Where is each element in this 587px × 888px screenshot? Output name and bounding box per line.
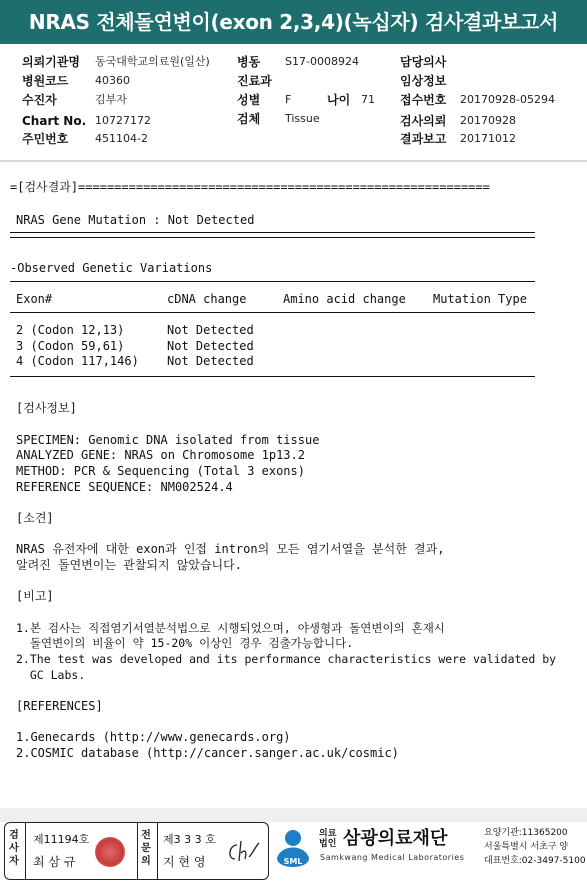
section-divider (0, 160, 587, 162)
contact-line: 서울특별시 서초구 양 (484, 842, 568, 852)
field-value: 71 (361, 93, 375, 106)
field-label: 접수번호 (400, 93, 447, 107)
double-rule (10, 232, 535, 238)
header-middle (237, 54, 397, 150)
finding-heading: [소견] (16, 511, 54, 525)
approver-label: 전문의 (141, 830, 151, 867)
lab-contact (484, 826, 586, 868)
cdna-cell: Not Detected (167, 354, 254, 368)
examiner-label: 검사자 (9, 830, 19, 867)
header-left (22, 54, 222, 150)
info-line: METHOD: PCR & Sequencing (Total 3 exons) (16, 464, 305, 478)
divider (157, 823, 158, 879)
field-value: 451104-2 (95, 132, 148, 145)
remark-line: 돌연변이의 비율이 약 15-20% 이상인 경우 검출가능합니다. (16, 636, 354, 650)
exon-cell: 3 (Codon 59,61) (16, 339, 125, 353)
field-label: 임상정보 (400, 74, 447, 88)
field-label: 결과보고 (400, 132, 447, 146)
approver-license: 제3 3 3 호 (163, 833, 216, 846)
field-label: 검체 (237, 112, 261, 126)
finding-line: NRAS 유전자에 대한 exon과 인접 intron의 모든 염기서열을 분석한 결과, (16, 542, 445, 556)
field-label: 나이 (327, 93, 351, 107)
info-line: SPECIMEN: Genomic DNA isolated from tissue (16, 433, 320, 447)
logo-text: SML (283, 857, 303, 866)
remark-line: GC Labs. (16, 668, 86, 682)
result-line: NRAS Gene Mutation : Not Detected (16, 213, 255, 227)
result-heading: =[검사결과]========================================================= (10, 180, 490, 194)
field-label: 수진자 (22, 93, 57, 107)
column-header: Amino acid change (283, 292, 406, 306)
field-label: 병원코드 (22, 74, 69, 88)
lab-logo-icon (271, 824, 315, 876)
field-label: 병동 (237, 55, 261, 69)
header-right (400, 54, 580, 150)
field-value: Tissue (285, 112, 320, 125)
field-label: 담당의사 (400, 55, 447, 69)
field-label: Chart No. (22, 114, 87, 128)
exon-cell: 2 (Codon 12,13) (16, 323, 125, 337)
field-label: 의뢰기관명 (22, 55, 80, 69)
exon-cell: 4 (Codon 117,146) (16, 354, 139, 368)
column-header: cDNA change (167, 292, 247, 306)
field-value: 20170928 (460, 114, 516, 127)
divider (25, 823, 26, 879)
observed-heading: -Observed Genetic Variations (10, 261, 213, 275)
remark-line: 1.본 검사는 직접염기서열분석법으로 시행되었으며, 야생형과 돌연변이의 혼재시 (16, 621, 445, 635)
signature-icon (223, 837, 263, 867)
examiner-seal-icon (95, 837, 125, 867)
cdna-cell: Not Detected (167, 339, 254, 353)
lab-name: 삼광의료재단 (343, 828, 448, 849)
reference-line: 2.COSMIC database (http://cancer.sanger.ac.uk/cosmic) (16, 746, 399, 760)
field-value: 김부자 (95, 93, 127, 106)
references-heading: [REFERENCES] (16, 699, 103, 713)
column-header: Mutation Type (433, 292, 527, 306)
field-value: 동국대학교의료원(일산) (95, 55, 210, 68)
field-value: F (285, 93, 292, 106)
contact-line: 대표번호:02-3497-5100 (484, 856, 586, 866)
field-value: S17-0008924 (285, 55, 359, 68)
table-rule (10, 281, 535, 282)
table-rule (10, 376, 535, 377)
remark-line: 2.The test was developed and its performance characteristics were validated by (16, 652, 557, 666)
examiner-license: 제11194호 (33, 833, 90, 846)
field-value: 20170928-05294 (460, 93, 555, 106)
examiner-name: 최 삼 규 (33, 855, 76, 869)
field-label: 진료과 (237, 74, 272, 88)
lab-name-english: Samkwang Medical Laboratories (320, 853, 465, 862)
table-rule (10, 312, 535, 313)
approver-name: 지 현 영 (163, 855, 206, 869)
footer-band (0, 808, 587, 822)
field-label: 주민번호 (22, 132, 69, 146)
org-type: 의료 법인 (319, 829, 337, 849)
finding-line: 알려진 돌연변이는 관찰되지 않았습니다. (16, 558, 242, 572)
field-label: 성별 (237, 93, 261, 107)
signature-box (4, 822, 269, 880)
field-label: 검사의뢰 (400, 114, 447, 128)
info-line: REFERENCE SEQUENCE: NM002524.4 (16, 480, 233, 494)
cdna-cell: Not Detected (167, 323, 254, 337)
remark-heading: [비고] (16, 589, 54, 603)
field-value: 40360 (95, 74, 130, 87)
field-value: 10727172 (95, 114, 151, 127)
field-value: 20171012 (460, 132, 516, 145)
report-title: NRAS 전체돌연변이(exon 2,3,4)(녹십자) 검사결과보고서 (0, 0, 587, 44)
contact-line: 요양기관:11365200 (484, 828, 568, 838)
info-heading: [검사정보] (16, 401, 77, 415)
column-header: Exon# (16, 292, 53, 306)
info-line: ANALYZED GENE: NRAS on Chromosome 1p13.2 (16, 448, 305, 462)
divider (137, 823, 138, 879)
reference-line: 1.Genecards (http://www.genecards.org) (16, 730, 291, 744)
